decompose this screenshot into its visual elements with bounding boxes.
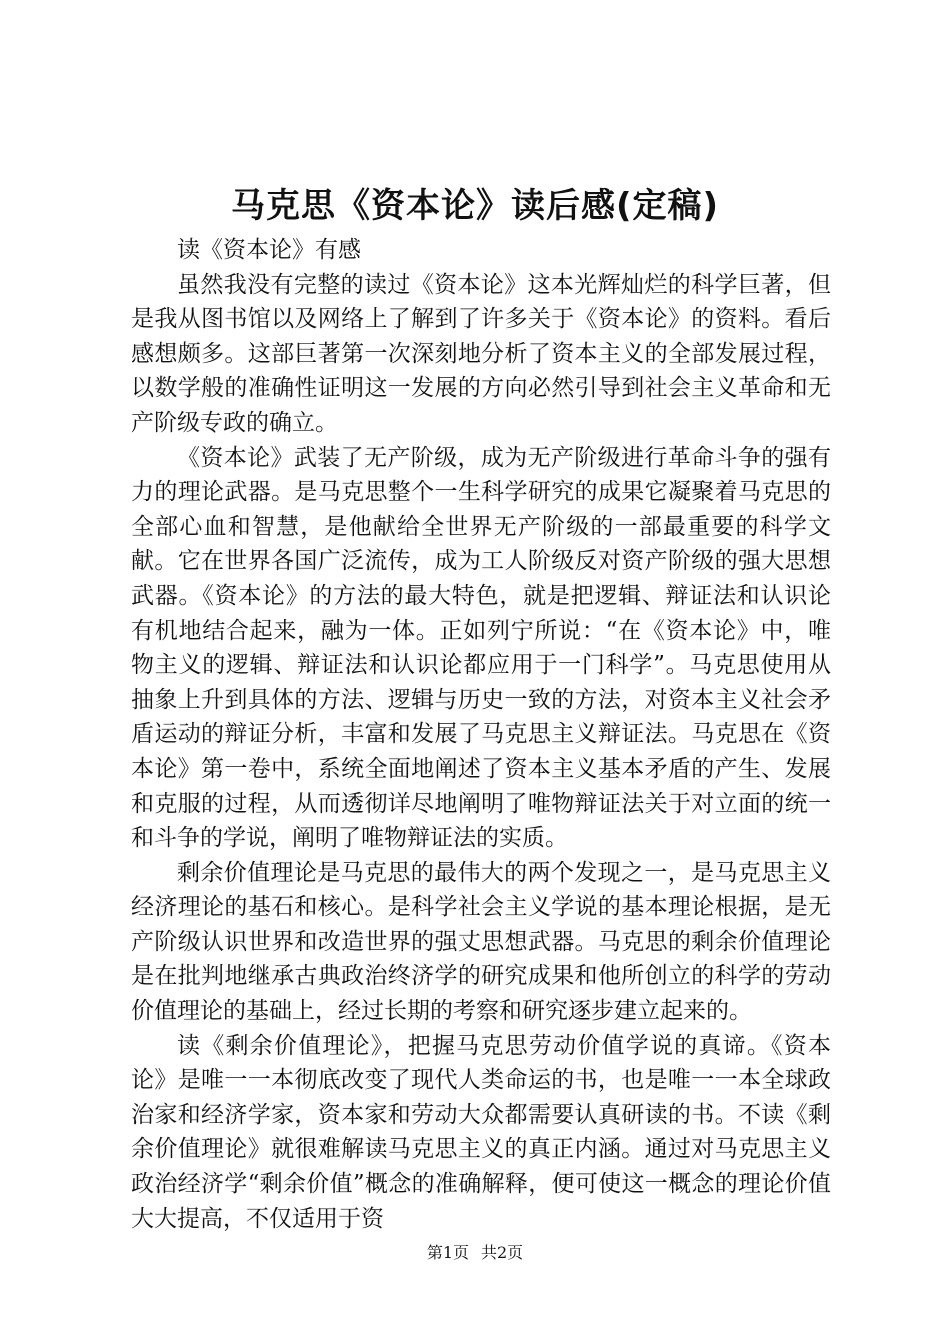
body-paragraph: 读《剩余价值理论》，把握马克思劳动价值学说的真谛。《资本论》是唯一一本彻底改变了现代人类命运的书，也是唯一一本全球政治家和经济学家，资本家和劳动大众都需要认真研读的书。不读《剩余价值理论》就很难解读马克思主义的真正内涵。通过对马克思主义政治经济学“剩余价值”概念的准确解释，便可使这一概念的理论价值大大提高，不仅适用于资 — [131, 1032, 831, 1232]
page-footer — [0, 1241, 950, 1265]
page-number: 第1页 — [426, 1243, 469, 1262]
subtitle-paragraph: 读《资本论》有感 — [177, 237, 361, 263]
body-paragraph: 剩余价值理论是马克思的最伟大的两个发现之一，是马克思主义经济理论的基石和核心。是科学社会主义学说的基本理论根据，是无产阶级认识世界和改造世界的强丈思想武器。马克思的剩余价值理论是在批判地继承古典政治终济学的研究成果和他所创立的科学的劳动价值理论的基础上，经过长期的考察和研究逐步建立起来的。 — [131, 859, 831, 1025]
body-paragraph: 虽然我没有完整的读过《资本论》这本光辉灿烂的科学巨著，但是我从图书馆以及网络上了解到了许多关于《资本论》的资料。看后感想颇多。这部巨著第一次深刻地分析了资本主义的全部发展过程，以数学般的准确性证明这一发展的方向必然引导到社会主义革命和无产阶级专政的确立。 — [131, 271, 831, 436]
document-body — [131, 233, 831, 1236]
page-total: 共2页 — [481, 1243, 524, 1262]
body-paragraph: 《资本论》武装了无产阶级，成为无产阶级进行革命斗争的强有力的理论武器。是马克思整个一生科学研究的成果它凝聚着马克思的全部心血和智慧，是他献给全世界无产阶级的一部最重要的科学文献。它在世界各国广泛流传，成为工人阶级反对资产阶级的强大思想武器。《资本论》的方法的最大特色，就是把逻辑、辩证法和认识论有机地结合起来，融为一体。正如列宁所说：“在《资本论》中，唯物主义的逻辑、辩证法和认识论都应用于一门科学”。马克思使用从抽象上升到具体的方法、逻辑与历史一致的方法，对资本主义社会矛盾运动的辩证分析，丰富和发展了马克思主义辩证法。马克思在《资本论》第一卷中，系统全面地阐述了资本主义基本矛盾的产生、发展和克服的过程，从而透彻详尽地阐明了唯物辩证法关于对立面的统一和斗争的学说，阐明了唯物辩证法的实质。 — [131, 444, 831, 852]
document-title: 马克思《资本论》读后感(定稿) — [230, 186, 720, 226]
